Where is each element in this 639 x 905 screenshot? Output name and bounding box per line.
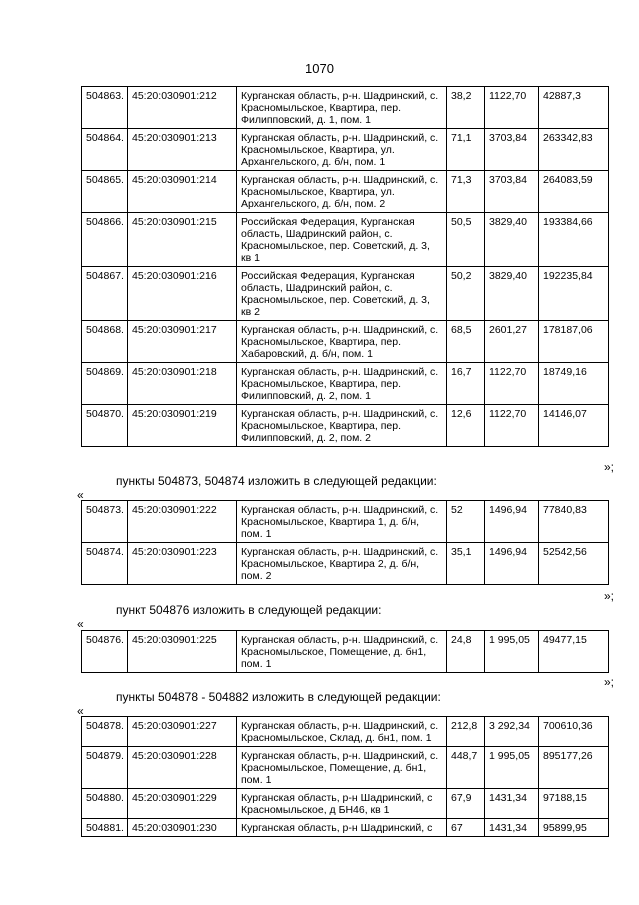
rate-value: 1496,94 [485, 543, 539, 585]
table-row [82, 267, 609, 321]
quote-close-mark: »; [603, 675, 614, 689]
rate-value: 1122,70 [485, 87, 539, 129]
row-number: 504878. [82, 717, 128, 747]
address: Российская Федерация, Курганская область, Шадринский район, с. Красномыльское, пер. Советский, д. 3, кв 2 [237, 267, 447, 321]
area-value: 67 [447, 819, 485, 837]
table-row [82, 129, 609, 171]
row-number: 504880. [82, 789, 128, 819]
table-row [82, 789, 609, 819]
address: Курганская область, р-н. Шадринский, с. Красномыльское, Помещение, д. бн1, пом. 1 [237, 747, 447, 789]
address: Курганская область, р-н Шадринский, с [237, 819, 447, 837]
cadastral-value: 49477,15 [539, 631, 609, 673]
address: Курганская область, р-н Шадринский, с Красномыльское, д БН46, кв 1 [237, 789, 447, 819]
rate-value: 1431,34 [485, 819, 539, 837]
table-row [82, 87, 609, 129]
table-row [82, 363, 609, 405]
cadastral-value: 97188,15 [539, 789, 609, 819]
cadastral-number: 45:20:030901:230 [128, 819, 237, 837]
cadastral-number: 45:20:030901:228 [128, 747, 237, 789]
cadastral-number: 45:20:030901:212 [128, 87, 237, 129]
cadastral-value: 700610,36 [539, 717, 609, 747]
area-value: 12,6 [447, 405, 485, 447]
registry-table-3 [81, 630, 609, 673]
rate-value: 3703,84 [485, 129, 539, 171]
row-number: 504869. [82, 363, 128, 405]
row-number: 504868. [82, 321, 128, 363]
registry-table-4 [81, 716, 609, 837]
table-row [82, 717, 609, 747]
rate-value: 3703,84 [485, 171, 539, 213]
cadastral-value: 178187,06 [539, 321, 609, 363]
rate-value: 1 995,05 [485, 631, 539, 673]
address: Курганская область, р-н. Шадринский, с. Красномыльское, Квартира, пер. Хабаровский, д. б/н, пом. 1 [237, 321, 447, 363]
table-row [82, 631, 609, 673]
amendment-instruction: пункты 504873, 504874 изложить в следующей редакции: [116, 474, 437, 488]
amendment-instruction: пункт 504876 изложить в следующей редакции: [116, 603, 382, 617]
cadastral-number: 45:20:030901:218 [128, 363, 237, 405]
cadastral-value: 263342,83 [539, 129, 609, 171]
quote-close-mark: »; [603, 589, 614, 603]
area-value: 50,2 [447, 267, 485, 321]
amendment-instruction: пункты 504878 - 504882 изложить в следующей редакции: [116, 690, 441, 704]
cadastral-number: 45:20:030901:217 [128, 321, 237, 363]
quote-close-mark: »; [603, 460, 614, 474]
cadastral-value: 77840,83 [539, 501, 609, 543]
cadastral-number: 45:20:030901:225 [128, 631, 237, 673]
table-row [82, 171, 609, 213]
row-number: 504865. [82, 171, 128, 213]
cadastral-number: 45:20:030901:213 [128, 129, 237, 171]
address: Курганская область, р-н. Шадринский, с. Красномыльское, Квартира, пер. Филипповский, д. 2, пом. 1 [237, 363, 447, 405]
table-row [82, 819, 609, 837]
cadastral-number: 45:20:030901:229 [128, 789, 237, 819]
row-number: 504867. [82, 267, 128, 321]
cadastral-number: 45:20:030901:227 [128, 717, 237, 747]
cadastral-value: 264083,59 [539, 171, 609, 213]
cadastral-number: 45:20:030901:222 [128, 501, 237, 543]
cadastral-number: 45:20:030901:215 [128, 213, 237, 267]
row-number: 504866. [82, 213, 128, 267]
table-row [82, 747, 609, 789]
table-row [82, 213, 609, 267]
address: Курганская область, р-н. Шадринский, с. Красномыльское, Квартира, ул. Архангельского, д. б/н, пом. 1 [237, 129, 447, 171]
cadastral-value: 14146,07 [539, 405, 609, 447]
cadastral-value: 18749,16 [539, 363, 609, 405]
rate-value: 1 995,05 [485, 747, 539, 789]
area-value: 67,9 [447, 789, 485, 819]
rate-value: 1122,70 [485, 363, 539, 405]
table-row [82, 501, 609, 543]
row-number: 504864. [82, 129, 128, 171]
area-value: 35,1 [447, 543, 485, 585]
page-number: 1070 [305, 61, 334, 76]
cadastral-value: 42887,3 [539, 87, 609, 129]
row-number: 504879. [82, 747, 128, 789]
cadastral-number: 45:20:030901:219 [128, 405, 237, 447]
cadastral-number: 45:20:030901:223 [128, 543, 237, 585]
address: Курганская область, р-н. Шадринский, с. Красномыльское, Квартира, пер. Филипповский, д. 1, пом. 1 [237, 87, 447, 129]
area-value: 212,8 [447, 717, 485, 747]
cadastral-number: 45:20:030901:216 [128, 267, 237, 321]
cadastral-value: 193384,66 [539, 213, 609, 267]
row-number: 504876. [82, 631, 128, 673]
table-row [82, 405, 609, 447]
row-number: 504863. [82, 87, 128, 129]
row-number: 504870. [82, 405, 128, 447]
cadastral-value: 192235,84 [539, 267, 609, 321]
row-number: 504881. [82, 819, 128, 837]
address: Курганская область, р-н. Шадринский, с. Красномыльское, Квартира, ул. Архангельского, д. б/н, пом. 2 [237, 171, 447, 213]
address: Курганская область, р-н. Шадринский, с. Красномыльское, Квартира 1, д. б/н, пом. 1 [237, 501, 447, 543]
area-value: 52 [447, 501, 485, 543]
table-row [82, 543, 609, 585]
area-value: 71,1 [447, 129, 485, 171]
rate-value: 1431,34 [485, 789, 539, 819]
rate-value: 3829,40 [485, 267, 539, 321]
rate-value: 3829,40 [485, 213, 539, 267]
area-value: 38,2 [447, 87, 485, 129]
address: Российская Федерация, Курганская область, Шадринский район, с. Красномыльское, пер. Советский, д. 3, кв 1 [237, 213, 447, 267]
area-value: 24,8 [447, 631, 485, 673]
quote-open-mark: « [77, 488, 84, 502]
row-number: 504874. [82, 543, 128, 585]
address: Курганская область, р-н. Шадринский, с. Красномыльское, Помещение, д. бн1, пом. 1 [237, 631, 447, 673]
cadastral-value: 95899,95 [539, 819, 609, 837]
area-value: 50,5 [447, 213, 485, 267]
quote-open-mark: « [77, 617, 84, 631]
registry-table-1 [81, 86, 609, 447]
quote-open-mark: « [77, 704, 84, 718]
row-number: 504873. [82, 501, 128, 543]
area-value: 68,5 [447, 321, 485, 363]
address: Курганская область, р-н. Шадринский, с. Красномыльское, Квартира 2, д. б/н, пом. 2 [237, 543, 447, 585]
area-value: 71,3 [447, 171, 485, 213]
area-value: 448,7 [447, 747, 485, 789]
address: Курганская область, р-н. Шадринский, с. Красномыльское, Квартира, пер. Филипповский, д. 2, пом. 2 [237, 405, 447, 447]
rate-value: 2601,27 [485, 321, 539, 363]
cadastral-number: 45:20:030901:214 [128, 171, 237, 213]
cadastral-value: 52542,56 [539, 543, 609, 585]
registry-table-2 [81, 500, 609, 585]
table-row [82, 321, 609, 363]
rate-value: 1496,94 [485, 501, 539, 543]
area-value: 16,7 [447, 363, 485, 405]
address: Курганская область, р-н. Шадринский, с. Красномыльское, Склад, д. бн1, пом. 1 [237, 717, 447, 747]
rate-value: 1122,70 [485, 405, 539, 447]
cadastral-value: 895177,26 [539, 747, 609, 789]
rate-value: 3 292,34 [485, 717, 539, 747]
